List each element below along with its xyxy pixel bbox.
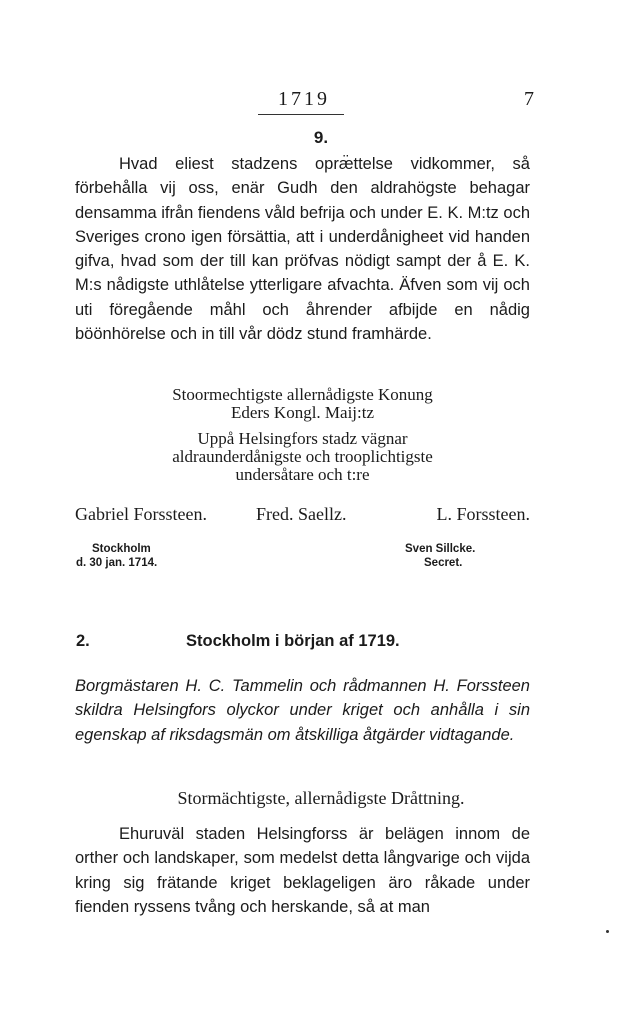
signatory-1: Gabriel Forssteen. — [75, 504, 207, 524]
running-head-year: 1719 — [278, 88, 330, 110]
closing-line-4: aldraunderdånigste och trooplichtigste — [172, 447, 433, 466]
closing-line-3: Uppå Helsingfors stadz vägnar — [197, 429, 408, 448]
dateline-date: d. 30 jan. 1714. — [76, 557, 158, 569]
secretary-signature — [405, 542, 500, 570]
secretary-title: Secret. — [424, 557, 463, 569]
salutation: Stormächtigste, allernådigste Dråttning. — [177, 788, 465, 808]
closing-formula — [75, 386, 530, 484]
page-number: 7 — [524, 88, 534, 110]
document-summary: Borgmästaren H. C. Tammelin och rådmannen H. Forssteen skildra Helsingfors olyckor under kriget och anhålla i sin egenskap af riksdagsmän om åtskilliga åtgärder vidtagande. — [75, 677, 530, 744]
document-title: Stockholm i början af 1719. — [186, 632, 400, 650]
body-paragraph: Ehuruväl staden Helsingforss är belägen innom de orther och landskaper, som medelst detta långvarige och vijda kring sig frätande kriget beklageligen äro råkade under fienden ryssens tvång och herskande, så at man — [75, 825, 530, 916]
dateline-place: Stockholm — [92, 543, 151, 555]
print-speck — [606, 930, 609, 933]
petition-paragraph: Hvad eliest stadzens opræ̈ttelse vidkommer, så förbehålla vij oss, enär Gudh den aldrahögste behagar densamma ifrån fiendens våld befrija och under E. K. M:tz och Sveriges crono igen försättia, att i underdånigheet vid handen gifva, hvad som der till kan pröfvas nödigt sampt der å E. K. M:s nådigste uthlåtelse ytterligare afvachta. Äfven som vij och uti föregående måhl och åhrender afbijde en nådig böönhörelse och in till vår dödz stund framhärde. — [75, 155, 530, 344]
year-underline — [258, 114, 344, 115]
running-head — [0, 88, 642, 112]
closing-line-2: Eders Kongl. Maij:tz — [230, 403, 375, 422]
document-number: 2. — [76, 632, 90, 650]
closing-line-1: Stoormechtigste allernådigste Konung — [172, 385, 433, 404]
document-heading — [76, 632, 531, 654]
signatory-3: L. Forssteen. — [436, 504, 530, 524]
closing-line-5: undersåtare och t:re — [235, 465, 370, 484]
secretary-name: Sven Sillcke. — [405, 543, 476, 555]
section-number: 9. — [313, 128, 329, 147]
signatory-2: Fred. Saellz. — [256, 504, 347, 524]
dateline — [76, 542, 157, 570]
signatories — [75, 504, 530, 526]
